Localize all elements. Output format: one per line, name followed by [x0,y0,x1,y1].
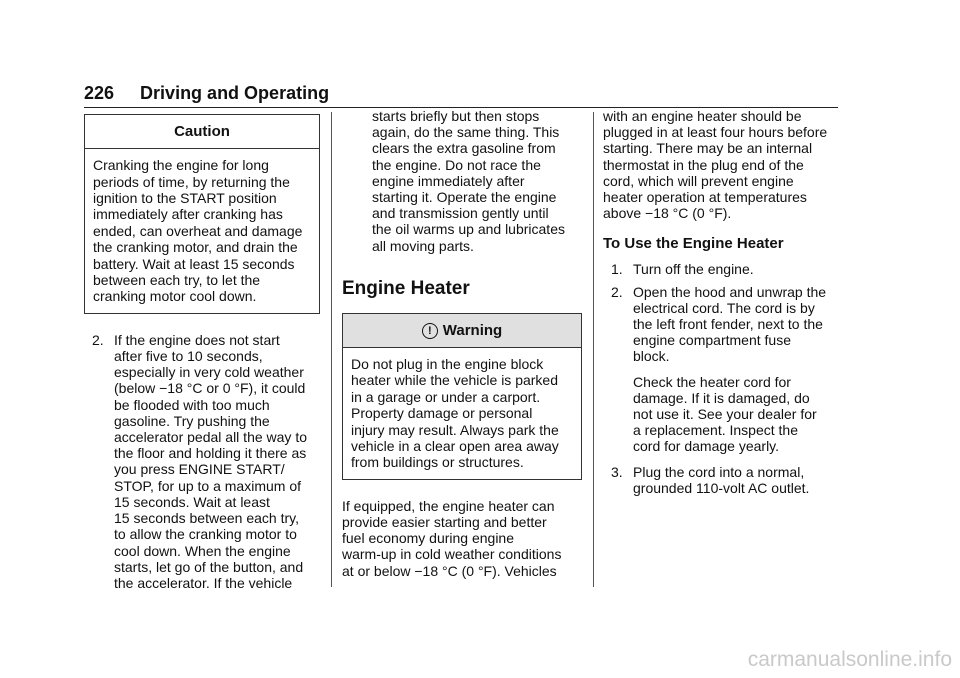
text-line: with an engine heater should be [603,108,802,124]
text-line: damage. If it is damaged, do [633,389,810,406]
text-line: battery. Wait at least 15 seconds [93,255,295,272]
column-2 [342,108,582,579]
text-line: Cranking the engine for long [93,157,269,174]
step-number: 3. [611,463,623,480]
text-line: a replacement. Inspect the [633,422,798,439]
engine-heater-intro [342,498,582,579]
text-line: Turn off the engine. [633,261,754,278]
text-line: Do not plug in the engine block [351,356,544,373]
text-line: in a garage or under a carport. [351,388,541,405]
text-line: not use it. See your dealer for [633,406,817,423]
text-line: especially in very cold weather [114,364,304,381]
caution-box [84,114,320,314]
text-line: you press ENGINE START/ [114,461,285,478]
caution-title: Caution [85,115,319,149]
text-line: the oil warms up and lubricates [372,221,565,238]
text-line: provide easier starting and better [342,514,547,531]
column-3 [603,108,843,496]
text-line: ended, can overheat and damage [93,222,303,239]
text-line: warm-up in cold weather conditions [342,546,562,563]
text-line: starts, let go of the button, and [114,558,304,575]
text-line: above −18 °C (0 °F). [603,205,732,222]
column-divider-1 [331,112,332,587]
text-line: engine immediately after [372,172,525,189]
warning-title: Warning [442,321,503,339]
text-line: Plug the cord into a normal, [633,463,805,480]
text-line: fuel economy during engine [342,530,515,547]
text-line: cord for damage yearly. [633,438,780,455]
text-line: the accelerator. If the vehicle [114,574,293,591]
column-divider-2 [593,112,594,587]
text-line: clears the extra gasoline from [372,140,556,157]
text-line: Open the hood and unwrap the [633,283,827,300]
text-line: gasoline. Try pushing the [114,412,270,429]
text-line: STOP, for up to a maximum of [114,477,302,494]
text-line: Check the heater cord for [633,373,791,390]
page-header [84,82,838,108]
text-line: (below −18 °C or 0 °F), it could [114,380,306,397]
text-line: cord, which will prevent engine [603,172,794,189]
use-step-2 [603,284,843,455]
step-2-note [633,374,843,455]
text-line: ignition to the START position [93,190,277,207]
text-line: If the engine does not start [114,331,280,348]
use-step-3 [603,464,843,496]
warning-circle-icon: ! [422,323,438,339]
text-line: thermostat in the plug end of the [603,156,804,173]
warning-text [343,348,581,479]
text-line: injury may result. Always park the [351,421,559,438]
text-line: after five to 10 seconds, [114,348,263,365]
text-line: cranking motor cool down. [93,288,257,305]
step-2-continued [342,108,582,254]
text-line: starting it. Operate the engine [372,189,557,206]
text-line: to allow the cranking motor to [114,526,297,543]
text-line: the engine. Do not race the [372,156,541,173]
section-heading-engine-heater: Engine Heater [342,277,470,299]
text-line: at or below −18 °C (0 °F). Vehicles [342,562,557,579]
text-line: heater while the vehicle is parked [351,372,559,389]
column-1 [84,114,320,591]
text-line: the cranking motor, and drain the [93,239,298,256]
text-line: Property damage or personal [351,405,533,422]
text-line: engine compartment fuse [633,332,791,349]
text-line: accelerator pedal all the way to [114,429,307,446]
caution-text [85,149,319,313]
text-line: heater operation at temperatures [603,189,807,206]
section-title: Driving and Operating [140,83,330,103]
text-line: grounded 110-volt AC outlet. [633,479,810,496]
engine-heater-intro-continued [603,108,843,221]
text-line: the left front fender, next to the [633,316,823,333]
text-line: be flooded with too much [114,396,270,413]
text-line: block. [633,348,670,365]
step-number: 1. [611,261,623,278]
warning-title-row [343,314,581,348]
text-line: again, do the same thing. This [372,124,560,141]
text-line: starting. There may be an internal [603,140,813,157]
use-step-1 [603,261,843,277]
text-line: vehicle in a clear open area away [351,438,559,455]
text-line: cool down. When the engine [114,542,291,559]
step-number: 2. [611,283,623,300]
page-number: 226 [84,83,115,103]
step-number: 2. [92,331,104,348]
text-line: 15 seconds. Wait at least [114,493,270,510]
text-line: the floor and holding it there as [114,445,307,462]
text-line: from buildings or structures. [351,454,524,471]
watermark: carmanualsonline.info [747,648,952,671]
warning-box [342,313,582,480]
text-line: periods of time, by returning the [93,173,290,190]
text-line: 15 seconds between each try, [114,510,299,527]
subheading-to-use-engine-heater: To Use the Engine Heater [603,235,784,253]
text-line: starts briefly but then stops [372,108,540,124]
text-line: immediately after cranking has [93,206,283,223]
text-line: and transmission gently until [372,205,549,222]
text-line: between each try, to let the [93,272,261,289]
text-line: plugged in at least four hours before [603,124,828,141]
text-line: all moving parts. [372,237,474,254]
step-2 [84,332,320,591]
text-line: electrical cord. The cord is by [633,299,815,316]
text-line: If equipped, the engine heater can [342,497,555,514]
